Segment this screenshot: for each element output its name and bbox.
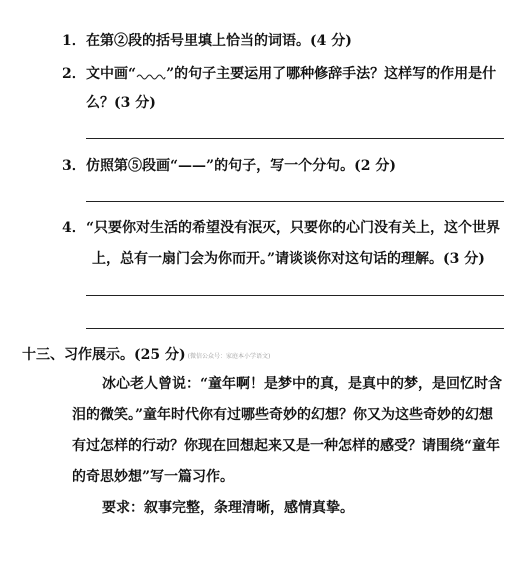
- section-13-title: 十三、习作展示。(25 分): [22, 347, 186, 363]
- essay-prompt-line-4: 的奇思妙想”写一篇习作。: [72, 469, 235, 485]
- question-4: [62, 218, 500, 238]
- question-1: [62, 31, 352, 51]
- question-3: [62, 156, 396, 176]
- question-4-text: “只要你对生活的希望没有泯灭，只要你的心门没有关上，这个世界: [86, 220, 501, 236]
- question-4-line-2: 上，总有一扇门会为你而开。”请谈谈你对这句话的理解。(3 分): [92, 251, 485, 267]
- question-2-text-before: 文中画“: [86, 66, 137, 82]
- question-3-number: 3．: [62, 158, 86, 174]
- essay-requirement: 要求：叙事完整，条理清晰，感情真挚。: [102, 500, 354, 516]
- answer-line-q4-1[interactable]: [86, 295, 504, 296]
- question-2-number: 2．: [62, 66, 86, 82]
- answer-line-q2[interactable]: [86, 138, 504, 139]
- question-2-line-2: 么？(3 分): [86, 95, 156, 111]
- question-3-text: 仿照第⑤段画“——”的句子，写一个分句。(2 分): [86, 158, 396, 174]
- essay-prompt-line-3: 有过怎样的行动？你现在回想起来又是一种怎样的感受？请围绕“童年: [72, 438, 501, 454]
- answer-line-q4-2[interactable]: [86, 328, 504, 329]
- section-13-heading: [22, 344, 270, 364]
- wavy-underline-mark: [136, 70, 166, 80]
- watermark-text: (微信公众号：家庭本小学语文): [187, 353, 271, 360]
- question-1-number: 1．: [62, 33, 86, 49]
- essay-prompt-line-2: 泪的微笑。”童年时代你有过哪些奇妙的幻想？你又为这些奇妙的幻想: [72, 407, 494, 423]
- essay-prompt-line-1: 冰心老人曾说：“童年啊！是梦中的真，是真中的梦，是回忆时含: [102, 376, 503, 392]
- question-4-number: 4．: [62, 220, 86, 236]
- question-2: [62, 64, 496, 84]
- question-1-text: 在第②段的括号里填上恰当的词语。(4 分): [86, 33, 352, 49]
- answer-line-q3[interactable]: [86, 201, 504, 202]
- question-2-text-after: ”的句子主要运用了哪种修辞手法？这样写的作用是什: [166, 66, 497, 82]
